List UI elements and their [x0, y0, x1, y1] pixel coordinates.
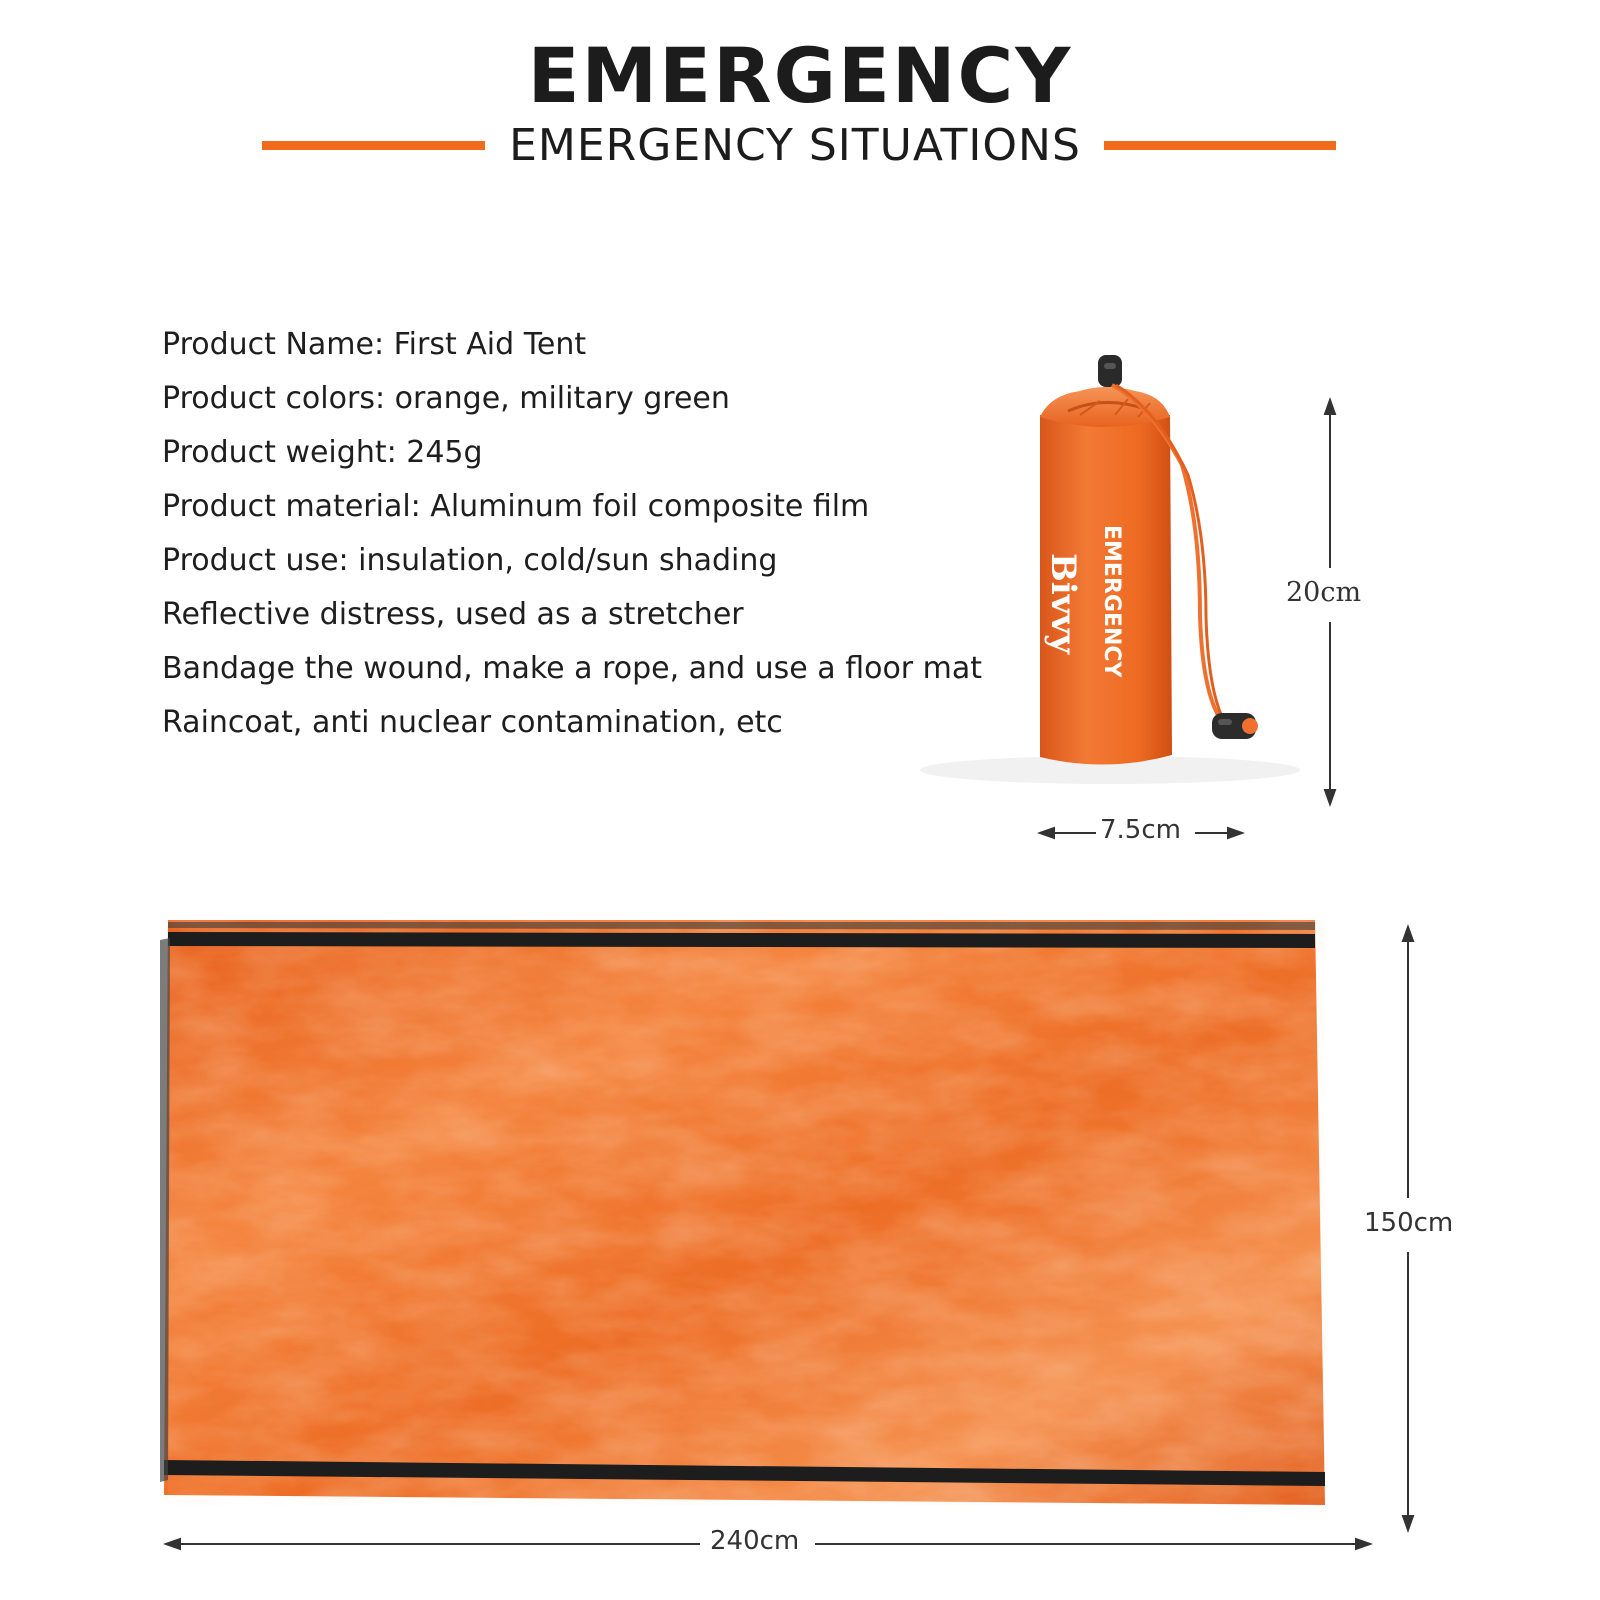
page-subtitle: EMERGENCY SITUATIONS [509, 120, 1081, 171]
blanket-height-label: 150cm [1364, 1208, 1454, 1238]
bag-brand-line1: EMERGENCY [1099, 525, 1124, 678]
spec-item: Product use: insulation, cold/sun shading [162, 543, 778, 578]
arrow-down-icon [1403, 1516, 1413, 1530]
spec-item: Bandage the wound, make a rope, and use a floor mat [162, 651, 983, 686]
arrow-right-icon [1356, 1539, 1370, 1549]
bag-brand-line2: Bivvy [1043, 553, 1083, 654]
spec-item: Reflective distress, used as a stretcher [162, 597, 744, 632]
spec-item: Raincoat, anti nuclear contamination, etc [162, 705, 783, 740]
blanket-width-label: 240cm [710, 1526, 800, 1556]
page-title: EMERGENCY [527, 31, 1073, 120]
spec-item: Product Name: First Aid Tent [162, 327, 587, 362]
spec-item: Product weight: 245g [162, 435, 483, 470]
spec-item: Product material: Aluminum foil composite film [162, 489, 870, 524]
arrow-right-icon [1228, 828, 1242, 838]
bag-tagline: for outdoor survival use [1025, 531, 1039, 675]
arrow-up-icon [1325, 400, 1335, 414]
bag-width-label: 7.5cm [1100, 815, 1181, 845]
spec-item: Product colors: orange, military green [162, 381, 730, 416]
arrow-down-icon [1325, 790, 1335, 804]
arrow-left-icon [166, 1539, 180, 1549]
bag-height-label: 20cm [1286, 577, 1362, 608]
arrow-up-icon [1403, 927, 1413, 941]
arrow-left-icon [1040, 828, 1054, 838]
